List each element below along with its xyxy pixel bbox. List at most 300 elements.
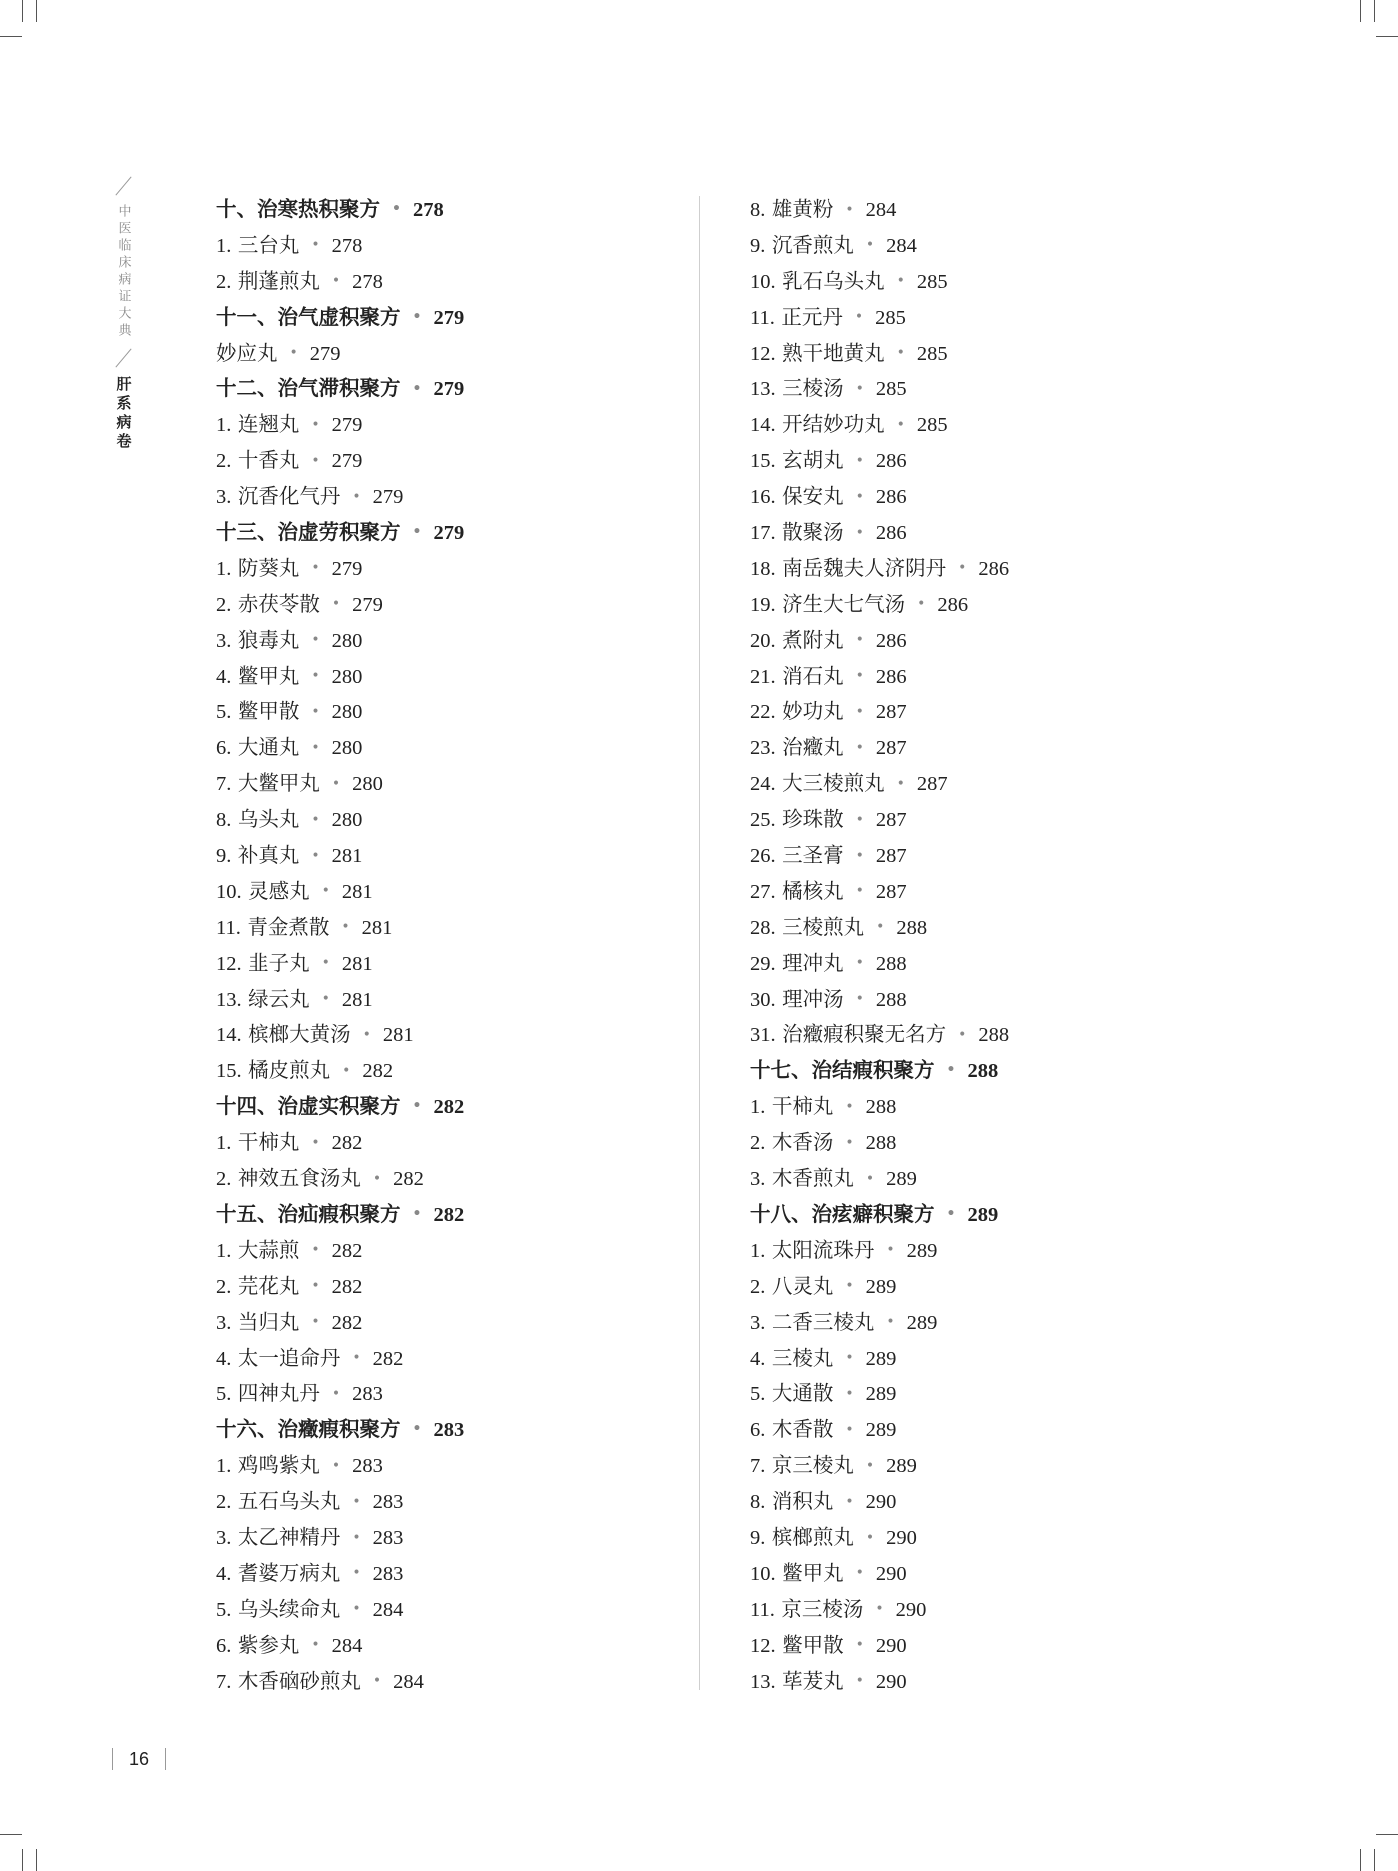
section-title: 十、治寒热积聚方 <box>216 197 380 221</box>
entry-page-number: 290 <box>895 1598 927 1621</box>
entry-number: 20. <box>750 629 776 652</box>
entry-number: 10. <box>750 1562 776 1585</box>
footer-rule <box>112 1748 113 1770</box>
entry-title: 妙功丸 <box>782 699 844 724</box>
leader-dot: • <box>331 596 341 613</box>
entry-title: 三台丸 <box>237 232 300 257</box>
toc-entry <box>750 946 1009 982</box>
leader-dot: • <box>886 1242 895 1259</box>
leader-dot: • <box>321 883 330 900</box>
toc-entry <box>216 1592 464 1628</box>
toc-entry <box>750 479 1009 515</box>
entry-number: 23. <box>750 737 776 760</box>
entry-number: 5. <box>750 1383 766 1406</box>
section-title: 十四、治虚实积聚方 <box>216 1094 401 1119</box>
entry-number: 4. <box>216 665 232 688</box>
leader-dot: • <box>311 1134 320 1151</box>
leader-dot: • <box>352 1350 361 1367</box>
entry-title: 木香煎丸 <box>771 1166 854 1191</box>
section-title: 十三、治虚劳积聚方 <box>216 520 401 545</box>
leader-dot: • <box>855 1637 864 1654</box>
entry-title: 理冲汤 <box>782 986 844 1011</box>
toc-entry <box>216 1233 464 1269</box>
entry-title: 荜茇丸 <box>782 1668 844 1693</box>
entry-number: 15. <box>750 450 776 473</box>
entry-title: 二香三棱丸 <box>771 1309 875 1334</box>
entry-title: 散聚汤 <box>782 520 844 545</box>
entry-page-number: 286 <box>875 486 907 509</box>
entry-title: 治癥丸 <box>782 735 844 760</box>
entry-title: 十香丸 <box>237 448 300 473</box>
leader-dot: • <box>854 309 864 326</box>
entry-number: 4. <box>216 1347 232 1370</box>
leader-dot: • <box>855 488 864 505</box>
crop-mark <box>1376 36 1398 37</box>
entry-number: 9. <box>216 845 232 868</box>
entry-number: 5. <box>216 1598 232 1621</box>
toc-entry <box>216 1053 464 1089</box>
leader-dot: • <box>855 955 864 972</box>
entry-number: 4. <box>216 1562 232 1585</box>
entry-title: 狼毒丸 <box>237 627 300 652</box>
entry-number: 4. <box>750 1347 766 1370</box>
toc-entry <box>750 192 1009 228</box>
leader-dot: • <box>311 416 320 433</box>
entry-number: 10. <box>216 880 242 903</box>
entry-number: 1. <box>216 1132 232 1155</box>
entry-title: 正元丹 <box>781 304 843 329</box>
entry-page-number: 281 <box>341 880 373 903</box>
entry-page-number: 284 <box>865 199 897 221</box>
toc-entry <box>750 694 1009 730</box>
leader-dot: • <box>372 1673 382 1690</box>
toc-entry <box>216 910 464 946</box>
entry-page-number: 289 <box>865 1347 897 1370</box>
entry-number: 28. <box>750 916 776 939</box>
toc-entry <box>750 1628 1009 1664</box>
leader-dot: • <box>412 380 422 397</box>
leader-dot: • <box>331 273 341 290</box>
leader-dot: • <box>331 1385 341 1402</box>
toc-entry <box>750 802 1009 838</box>
section-title: 十五、治疝瘕积聚方 <box>216 1201 401 1226</box>
entry-title: 橘核丸 <box>782 878 844 903</box>
toc-entry <box>216 264 464 300</box>
toc-entry <box>750 982 1009 1018</box>
entry-title: 治癥瘕积聚无名方 <box>782 1022 947 1047</box>
entry-number: 17. <box>750 522 776 545</box>
toc-entry <box>750 1233 1009 1269</box>
entry-title: 连翘丸 <box>237 412 300 437</box>
leader-dot: • <box>917 596 926 613</box>
leader-dot: • <box>876 919 885 936</box>
entry-number: 2. <box>750 1275 766 1298</box>
leader-dot: • <box>412 308 422 325</box>
entry-number: 3. <box>216 1311 232 1334</box>
leader-dot: • <box>352 1601 361 1618</box>
entry-page-number: 283 <box>433 1419 465 1442</box>
toc-entry <box>216 802 464 838</box>
toc-entry <box>750 1161 1009 1197</box>
entry-title: 补真丸 <box>237 843 300 868</box>
series-title: 中医临床病证大典 <box>115 204 131 340</box>
leader-dot: • <box>946 1062 956 1079</box>
entry-page-number: 284 <box>393 1670 424 1693</box>
leader-dot: • <box>311 1637 320 1654</box>
leader-dot: • <box>311 1242 320 1259</box>
toc-entry <box>750 336 1009 372</box>
toc-entry <box>750 623 1009 659</box>
entry-title: 木香汤 <box>771 1130 834 1155</box>
leader-dot: • <box>341 919 350 936</box>
crop-mark <box>1376 1834 1398 1835</box>
entry-page-number: 280 <box>331 701 363 724</box>
toc-section-heading <box>216 515 464 551</box>
toc-entry <box>216 1269 464 1305</box>
entry-page-number: 279 <box>331 450 363 473</box>
leader-dot: • <box>845 1493 854 1510</box>
leader-dot: • <box>855 668 864 685</box>
entry-number: 1. <box>216 414 232 437</box>
entry-title: 大通散 <box>771 1381 834 1406</box>
leader-dot: • <box>896 416 905 433</box>
entry-page-number: 278 <box>331 234 363 257</box>
entry-number: 3. <box>750 1311 766 1334</box>
toc-entry <box>216 1125 464 1161</box>
toc-entry <box>216 1628 464 1664</box>
entry-page-number: 286 <box>875 450 907 473</box>
toc-entry <box>750 1089 1009 1125</box>
running-head <box>112 168 134 452</box>
entry-number: 7. <box>216 773 232 796</box>
leader-dot: • <box>845 1385 854 1402</box>
toc-entry <box>216 623 464 659</box>
entry-number: 11. <box>750 1598 775 1621</box>
entry-title: 当归丸 <box>237 1309 300 1334</box>
entry-number: 14. <box>216 1024 242 1047</box>
entry-page-number: 280 <box>331 737 363 760</box>
entry-page-number: 282 <box>331 1132 363 1155</box>
entry-page-number: 290 <box>875 1562 907 1585</box>
entry-page-number: 287 <box>875 737 907 760</box>
toc-entry <box>750 407 1009 443</box>
entry-number: 27. <box>750 880 776 903</box>
entry-number: 15. <box>216 1060 242 1083</box>
entry-page-number: 288 <box>978 1024 1010 1047</box>
entry-title: 鳖甲丸 <box>782 1560 844 1585</box>
leader-dot: • <box>352 1529 361 1546</box>
leader-dot: • <box>311 452 320 469</box>
leader-dot: • <box>855 452 864 469</box>
entry-title: 鳖甲丸 <box>237 663 300 688</box>
crop-mark <box>36 1849 37 1871</box>
entry-title: 太乙神精丹 <box>237 1524 341 1549</box>
leader-dot: • <box>855 883 864 900</box>
entry-page-number: 287 <box>875 701 907 724</box>
leader-dot: • <box>845 1098 854 1115</box>
entry-page-number: 282 <box>331 1239 363 1262</box>
entry-title: 橘皮煎丸 <box>248 1058 331 1083</box>
entry-number: 10. <box>750 270 776 293</box>
entry-page-number: 282 <box>393 1168 424 1191</box>
toc-entry <box>216 1305 464 1341</box>
entry-number: 7. <box>750 1455 766 1478</box>
entry-title: 紫参丸 <box>237 1632 300 1657</box>
section-title: 十八、治痃癖积聚方 <box>750 1201 935 1226</box>
toc-section-heading <box>216 371 464 407</box>
entry-page-number: 279 <box>433 522 465 545</box>
entry-number: 1. <box>216 557 232 580</box>
entry-title: 防葵丸 <box>237 555 300 580</box>
entry-page-number: 287 <box>875 845 907 868</box>
toc-entry <box>750 443 1009 479</box>
entry-page-number: 283 <box>352 1455 383 1478</box>
leader-dot: • <box>352 1493 361 1510</box>
toc-entry <box>216 694 464 730</box>
toc-entry <box>750 874 1009 910</box>
toc-entry <box>750 910 1009 946</box>
leader-dot: • <box>311 739 320 756</box>
leader-dot: • <box>896 775 905 792</box>
toc-section-heading <box>216 1197 464 1233</box>
section-title: 十二、治气滞积聚方 <box>216 376 401 401</box>
leader-dot: • <box>412 1098 422 1115</box>
entry-page-number: 281 <box>382 1024 414 1047</box>
entry-number: 26. <box>750 845 776 868</box>
toc-entry <box>216 587 464 623</box>
entry-page-number: 283 <box>372 1491 404 1514</box>
entry-title: 济生大七气汤 <box>782 591 906 616</box>
entry-title: 消石丸 <box>782 663 844 688</box>
entry-page-number: 278 <box>412 199 444 221</box>
entry-title: 南岳魏夫人济阴丹 <box>782 555 947 580</box>
leader-dot: • <box>392 201 401 218</box>
toc-entry <box>216 838 464 874</box>
toc-entry <box>750 1412 1009 1448</box>
entry-title: 绿云丸 <box>248 986 310 1011</box>
toc-entry <box>750 1592 1009 1628</box>
crop-mark <box>22 1849 23 1871</box>
crop-mark <box>1360 1849 1361 1871</box>
entry-page-number: 286 <box>875 665 907 688</box>
entry-number: 18. <box>750 557 776 580</box>
leader-dot: • <box>412 1421 422 1438</box>
entry-page-number: 279 <box>331 414 363 437</box>
crop-mark <box>0 1834 22 1835</box>
leader-dot: • <box>958 1027 967 1044</box>
leader-dot: • <box>321 991 330 1008</box>
entry-title: 神效五食汤丸 <box>237 1166 361 1191</box>
entry-number: 5. <box>216 1383 232 1406</box>
leader-dot: • <box>896 345 905 362</box>
entry-page-number: 279 <box>433 378 465 401</box>
entry-page-number: 284 <box>372 1598 404 1621</box>
entry-title: 三棱煎丸 <box>782 914 865 939</box>
entry-number: 3. <box>750 1168 766 1191</box>
entry-page-number: 279 <box>352 593 383 616</box>
entry-title: 大鳖甲丸 <box>237 771 320 796</box>
entry-page-number: 283 <box>372 1526 404 1549</box>
leader-dot: • <box>372 1170 382 1187</box>
entry-page-number: 282 <box>331 1275 363 1298</box>
leader-dot: • <box>311 560 320 577</box>
toc-entry <box>216 1484 464 1520</box>
entry-number: 3. <box>216 486 232 509</box>
crop-mark <box>1360 0 1361 22</box>
entry-number: 3. <box>216 1526 232 1549</box>
leader-dot: • <box>855 847 864 864</box>
entry-title: 太阳流珠丹 <box>771 1237 875 1262</box>
entry-title: 耆婆万病丸 <box>237 1560 341 1585</box>
toc-entry <box>750 766 1009 802</box>
leader-dot: • <box>886 1314 895 1331</box>
entry-title: 大通丸 <box>237 735 300 760</box>
leader-dot: • <box>845 1134 854 1151</box>
toc-entry <box>750 371 1009 407</box>
entry-page-number: 282 <box>331 1311 363 1334</box>
entry-number: 5. <box>216 701 232 724</box>
entry-title: 干柿丸 <box>237 1130 300 1155</box>
entry-number: 24. <box>750 773 776 796</box>
entry-page-number: 284 <box>331 1634 363 1657</box>
entry-number: 7. <box>216 1670 232 1693</box>
entry-number: 6. <box>216 737 232 760</box>
toc-entry <box>216 443 464 479</box>
leader-dot: • <box>855 739 864 756</box>
entry-title: 妙应丸 <box>216 340 278 365</box>
toc-entry <box>750 1448 1009 1484</box>
entry-title: 鸡鸣紫丸 <box>237 1453 320 1478</box>
entry-title: 木香硇砂煎丸 <box>237 1668 361 1693</box>
entry-page-number: 282 <box>433 1203 465 1226</box>
entry-page-number: 283 <box>352 1383 383 1406</box>
toc-section-heading <box>750 1053 1009 1089</box>
leader-dot: • <box>845 1350 854 1367</box>
entry-title: 玄胡丸 <box>782 448 844 473</box>
leader-dot: • <box>311 1278 320 1295</box>
entry-title: 乌头续命丸 <box>237 1596 341 1621</box>
entry-number: 14. <box>750 414 776 437</box>
entry-number: 3. <box>216 629 232 652</box>
leader-dot: • <box>311 847 320 864</box>
entry-title: 槟榔大黄汤 <box>248 1022 351 1047</box>
divider-slash <box>115 348 131 367</box>
toc-entry <box>216 479 464 515</box>
entry-page-number: 289 <box>886 1168 917 1191</box>
entry-number: 2. <box>750 1132 766 1155</box>
toc-section-heading <box>216 192 464 228</box>
toc-section-heading <box>216 1412 464 1448</box>
leader-dot: • <box>362 1027 371 1044</box>
leader-dot: • <box>845 1278 854 1295</box>
entry-number: 13. <box>750 378 776 401</box>
entry-number: 25. <box>750 809 776 832</box>
entry-page-number: 282 <box>433 1096 465 1119</box>
entry-page-number: 285 <box>916 342 948 365</box>
entry-page-number: 281 <box>341 952 373 975</box>
leader-dot: • <box>331 1457 341 1474</box>
toc-entry <box>216 1520 464 1556</box>
entry-page-number: 283 <box>372 1562 404 1585</box>
toc-entry <box>750 730 1009 766</box>
entry-page-number: 290 <box>886 1526 917 1549</box>
toc-entry <box>750 1341 1009 1377</box>
entry-title: 鳖甲散 <box>237 699 300 724</box>
toc-entry <box>750 1017 1009 1053</box>
entry-title: 四神丸丹 <box>237 1381 320 1406</box>
leader-dot: • <box>865 1529 875 1546</box>
entry-page-number: 278 <box>352 270 383 293</box>
toc-entry <box>216 1341 464 1377</box>
page-number: 16 <box>129 1748 150 1769</box>
entry-number: 6. <box>750 1419 766 1442</box>
leader-dot: • <box>845 1421 854 1438</box>
entry-page-number: 290 <box>875 1670 907 1693</box>
entry-title: 荆蓬煎丸 <box>237 268 320 293</box>
entry-number: 1. <box>750 1239 766 1262</box>
section-title: 十七、治结瘕积聚方 <box>750 1058 935 1083</box>
leader-dot: • <box>311 811 320 828</box>
page-footer <box>112 1744 166 1774</box>
entry-page-number: 288 <box>865 1132 897 1155</box>
toc-entry <box>216 1161 464 1197</box>
entry-number: 2. <box>216 1275 232 1298</box>
entry-title: 珍珠散 <box>782 807 844 832</box>
leader-dot: • <box>342 1062 351 1079</box>
entry-page-number: 285 <box>875 306 906 329</box>
entry-page-number: 281 <box>341 988 373 1011</box>
toc-entry <box>750 1556 1009 1592</box>
entry-number: 8. <box>750 1491 766 1514</box>
entry-number: 11. <box>216 916 241 939</box>
toc-entry <box>216 659 464 695</box>
entry-number: 12. <box>750 342 776 365</box>
leader-dot: • <box>311 632 320 649</box>
leader-dot: • <box>855 381 864 397</box>
entry-page-number: 289 <box>967 1203 999 1226</box>
leader-dot: • <box>331 775 341 792</box>
toc-entry <box>750 264 1009 300</box>
entry-page-number: 279 <box>331 557 363 580</box>
leader-dot: • <box>958 560 967 577</box>
toc-entry <box>750 1664 1009 1700</box>
leader-dot: • <box>845 201 854 218</box>
entry-number: 9. <box>750 1526 766 1549</box>
entry-page-number: 285 <box>916 270 948 293</box>
leader-dot: • <box>289 345 298 362</box>
leader-dot: • <box>412 1205 422 1222</box>
entry-number: 12. <box>216 952 242 975</box>
entry-title: 芫花丸 <box>237 1273 300 1298</box>
entry-number: 13. <box>216 988 242 1011</box>
toc-entry <box>750 659 1009 695</box>
entry-page-number: 288 <box>875 988 907 1011</box>
leader-dot: • <box>855 632 864 649</box>
toc-entry <box>750 1484 1009 1520</box>
toc-entry <box>750 587 1009 623</box>
toc-entry <box>750 1269 1009 1305</box>
crop-mark <box>22 0 23 22</box>
entry-page-number: 279 <box>372 486 404 509</box>
toc-entry <box>216 1664 464 1700</box>
toc-entry <box>750 838 1009 874</box>
entry-number: 13. <box>750 1670 776 1693</box>
entry-title: 开结妙功丸 <box>782 412 885 437</box>
entry-number: 16. <box>750 486 776 509</box>
leader-dot: • <box>855 1565 864 1582</box>
entry-title: 韭子丸 <box>248 950 310 975</box>
toc-column-left <box>216 192 464 1699</box>
